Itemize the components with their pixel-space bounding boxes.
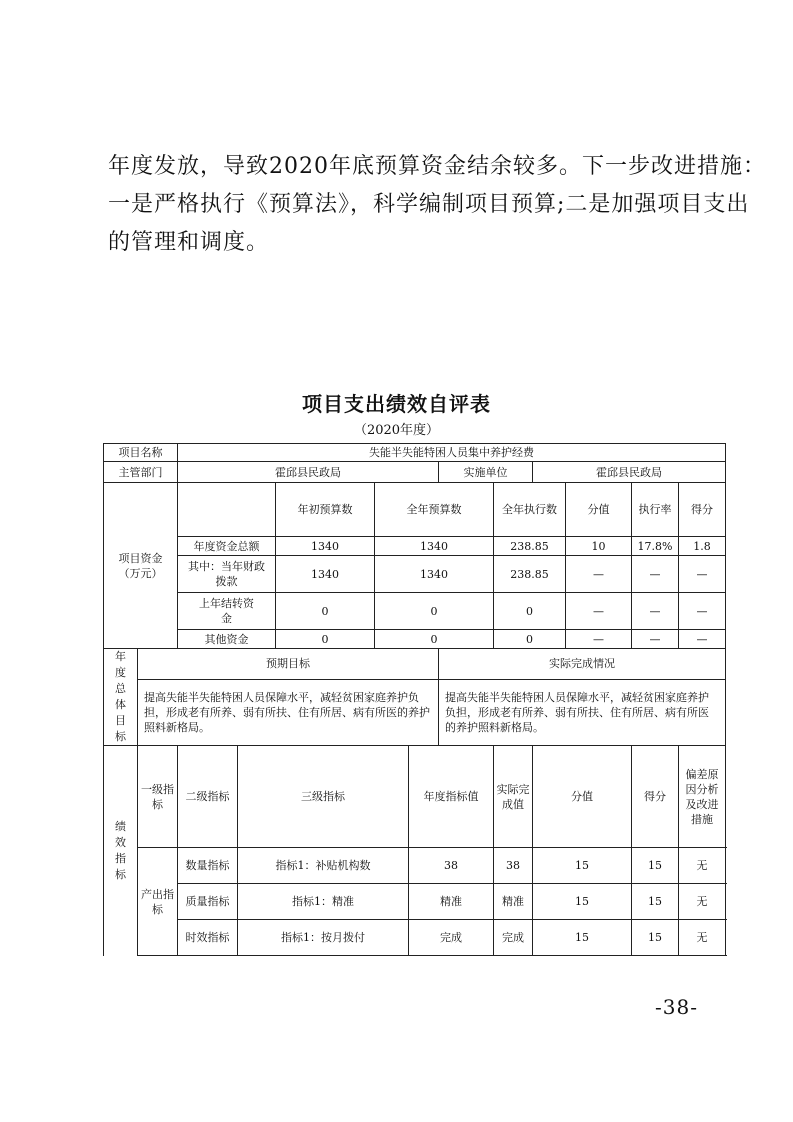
goal-label: 年 度 总 体 目 标: [104, 649, 138, 746]
perf-target: 精准: [409, 884, 494, 920]
funds-cell: 0: [494, 593, 566, 630]
funds-cell: 0: [494, 630, 566, 649]
performance-evaluation-table: [103, 443, 726, 956]
paragraph-line: 一是严格执行《预算法》，科学编制项目预算;二是加强项目支出: [108, 192, 750, 217]
perf-header-actual: 实际完成值: [494, 746, 533, 848]
impl-label: 实施单位: [439, 462, 533, 483]
perf-row: [104, 920, 726, 956]
funds-row: [104, 630, 726, 649]
perf-score: 15: [533, 920, 632, 956]
perf-level2: 时效指标: [178, 920, 238, 956]
funds-header-annual-budget: 全年预算数: [375, 483, 494, 537]
perf-header-level2: 二级指标: [178, 746, 238, 848]
funds-cell: —: [632, 593, 679, 630]
funds-cell: —: [679, 556, 726, 593]
funds-header-executed: 全年执行数: [494, 483, 566, 537]
funds-row: [104, 556, 726, 593]
perf-header-deviation: 偏差原因分析及改进措施: [679, 746, 726, 848]
funds-row-label: 其中：当年财政拨款: [178, 556, 276, 593]
perf-level2: 数量指标: [178, 848, 238, 884]
perf-got: 15: [632, 848, 679, 884]
perf-level3: 指标1：补贴机构数: [238, 848, 409, 884]
funds-cell: 1340: [375, 556, 494, 593]
funds-row-label: 年度资金总额: [178, 537, 276, 556]
funds-cell: 17.8%: [632, 537, 679, 556]
funds-cell: —: [566, 630, 632, 649]
impl-value: 霍邱县民政局: [533, 462, 726, 483]
perf-note: 无: [679, 920, 726, 956]
perf-got: 15: [632, 920, 679, 956]
funds-cell: 238.85: [494, 556, 566, 593]
page-number: -38-: [655, 995, 698, 1019]
table-title: 项目支出绩效自评表: [302, 392, 491, 416]
funds-cell: 1.8: [679, 537, 726, 556]
perf-note: 无: [679, 848, 726, 884]
perf-target: 38: [409, 848, 494, 884]
goal-expected-text: 提高失能半失能特困人员保障水平，减轻贫困家庭养护负担，形成老有所养、弱有所扶、住有所居、病有所医的养护照料新格局。: [138, 679, 439, 745]
funds-cell: 0: [375, 593, 494, 630]
perf-score: 15: [533, 848, 632, 884]
funds-cell: 1340: [276, 556, 375, 593]
perf-header-got: 得分: [632, 746, 679, 848]
funds-cell: —: [679, 630, 726, 649]
perf-header-score: 分值: [533, 746, 632, 848]
perf-level3: 指标1：按月拨付: [238, 920, 409, 956]
perf-actual: 精准: [494, 884, 533, 920]
perf-header-level1: 一级指标: [138, 746, 178, 848]
perf-score: 15: [533, 884, 632, 920]
funds-cell: 0: [276, 630, 375, 649]
table-subtitle: （2020年度）: [353, 423, 440, 438]
funds-cell: —: [632, 630, 679, 649]
funds-row: [104, 593, 726, 630]
funds-cell: 238.85: [494, 537, 566, 556]
perf-row: [104, 848, 726, 884]
perf-note: 无: [679, 884, 726, 920]
perf-header-target: 年度指标值: [409, 746, 494, 848]
funds-cell: 1340: [375, 537, 494, 556]
funds-header-score: 分值: [566, 483, 632, 537]
funds-row: [104, 537, 726, 556]
funds-cell: 10: [566, 537, 632, 556]
perf-actual: 完成: [494, 920, 533, 956]
funds-row-label: 上年结转资金: [178, 593, 276, 630]
funds-cell: —: [632, 556, 679, 593]
funds-cell: 1340: [276, 537, 375, 556]
perf-target: 完成: [409, 920, 494, 956]
project-name-value: 失能半失能特困人员集中养护经费: [178, 444, 726, 462]
perf-actual: 38: [494, 848, 533, 884]
goal-actual-text: 提高失能半失能特困人员保障水平，减轻贫困家庭养护负担，形成老有所养、弱有所扶、住有所居、病有所医的养护照料新格局。: [439, 679, 726, 745]
funds-header-got: 得分: [679, 483, 726, 537]
perf-header-level3: 三级指标: [238, 746, 409, 848]
funds-header-exec-rate: 执行率: [632, 483, 679, 537]
paragraph-line: 年度发放，导致2020年底预算资金结余较多。下一步改进措施：: [108, 154, 766, 179]
perf-level3: 指标1：精准: [238, 884, 409, 920]
funds-label: 项目资金 （万元）: [104, 483, 178, 649]
goal-actual-label: 实际完成情况: [439, 649, 726, 680]
funds-cell: —: [566, 593, 632, 630]
funds-cell: 0: [276, 593, 375, 630]
dept-label: 主管部门: [104, 462, 178, 483]
funds-row-label: 其他资金: [178, 630, 276, 649]
funds-cell: 0: [375, 630, 494, 649]
perf-got: 15: [632, 884, 679, 920]
perf-label: 绩 效 指 标: [104, 746, 138, 956]
funds-corner-cell: [178, 483, 276, 537]
goal-expected-label: 预期目标: [138, 649, 439, 680]
project-name-label: 项目名称: [104, 444, 178, 462]
perf-row: [104, 884, 726, 920]
perf-level2: 质量指标: [178, 884, 238, 920]
perf-level1-output: 产出指标: [138, 848, 178, 956]
funds-cell: —: [679, 593, 726, 630]
funds-header-initial-budget: 年初预算数: [276, 483, 375, 537]
paragraph-line: 的管理和调度。: [108, 230, 270, 255]
body-paragraph: [108, 148, 766, 262]
funds-cell: —: [566, 556, 632, 593]
dept-value: 霍邱县民政局: [178, 462, 439, 483]
